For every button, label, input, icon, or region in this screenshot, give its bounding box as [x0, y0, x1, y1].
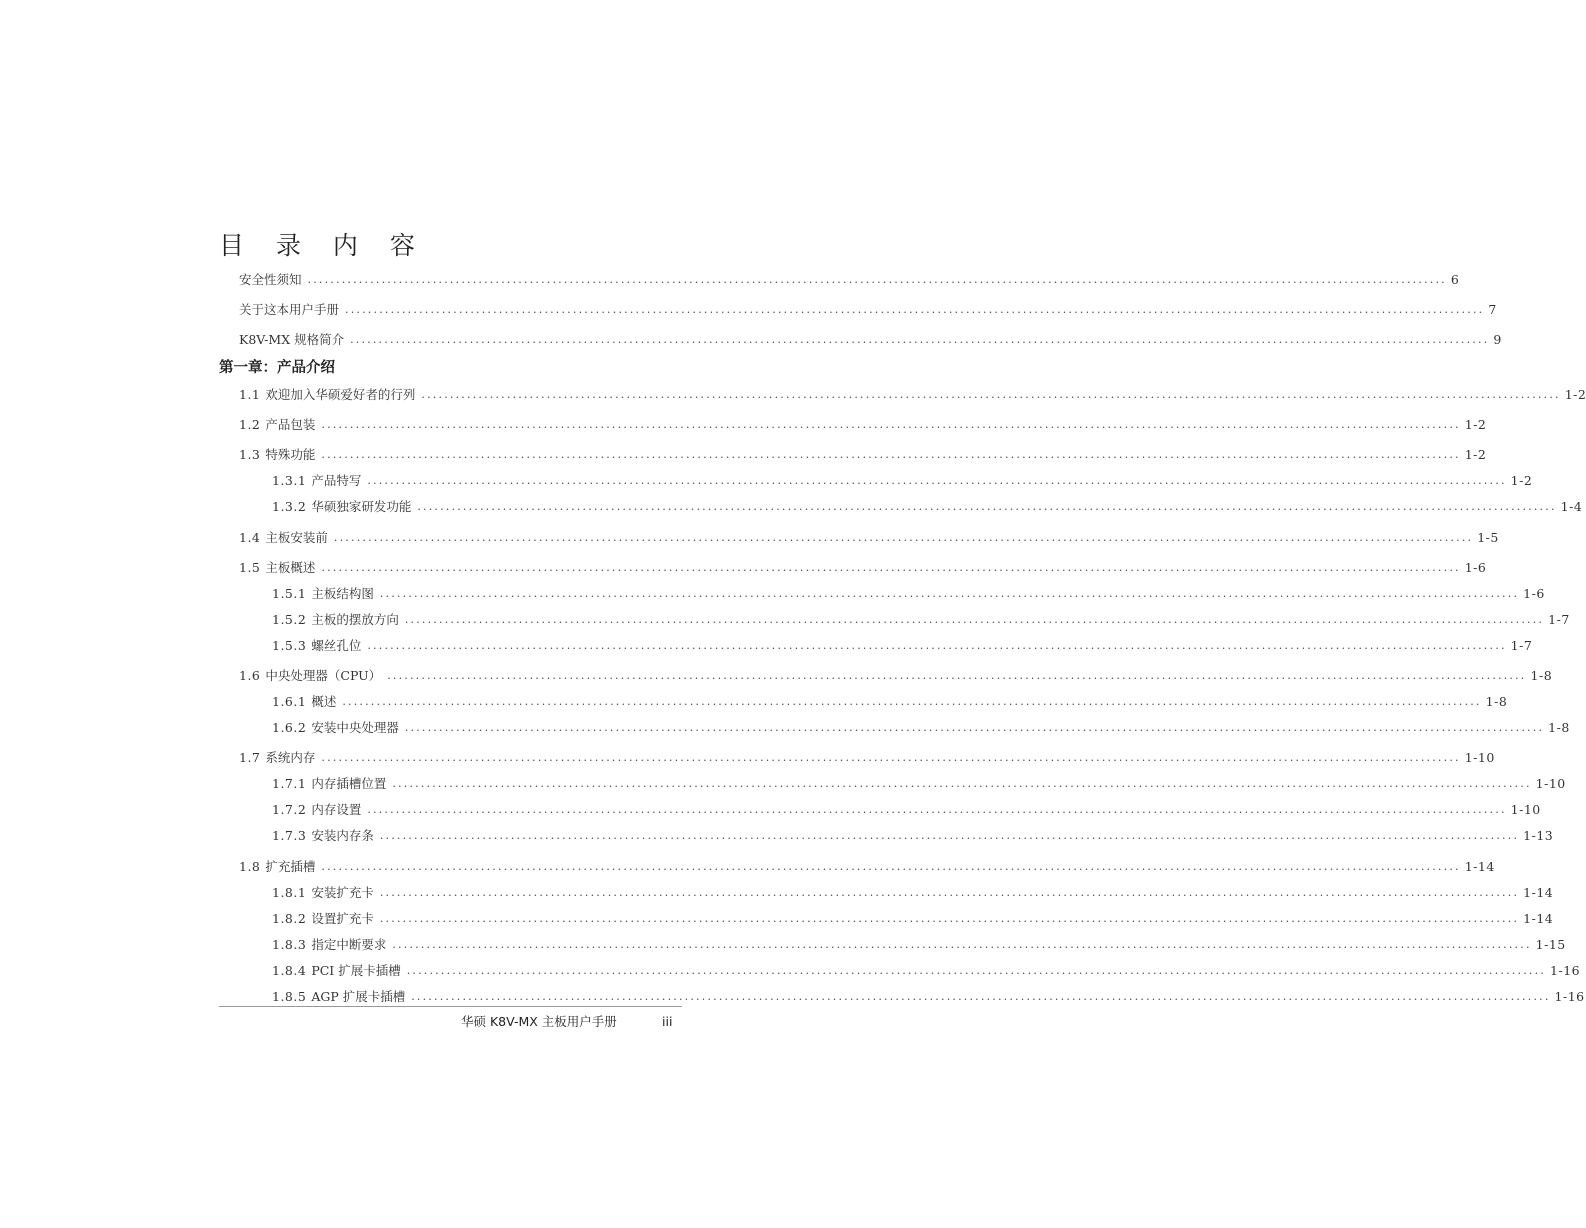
footer-manual-title: 华硕 K8V-MX 主板用户手册: [461, 1014, 617, 1029]
dot-leader: ........................................................................................................................................................................................................: [379, 587, 1520, 600]
toc-entry[interactable]: [272, 774, 1566, 794]
toc-entry-page-number: 1-7: [1510, 638, 1533, 653]
toc-entry[interactable]: [239, 558, 1487, 578]
footer-divider: [219, 1006, 682, 1007]
toc-entry[interactable]: [272, 471, 1533, 491]
toc-entry[interactable]: [272, 610, 1570, 630]
toc-entry[interactable]: [239, 666, 1553, 686]
toc-entry-number: 1.5: [239, 560, 261, 575]
toc-entry-page-number: 1-16: [1550, 963, 1581, 978]
toc-entry-page-number: 1-15: [1535, 937, 1566, 952]
dot-leader: ........................................................................................................................................................................................................: [417, 500, 1557, 513]
dot-leader: ........................................................................................................................................................................................................: [379, 912, 1520, 925]
toc-entry-number: 1.5.1: [272, 586, 307, 601]
toc-entry[interactable]: [272, 584, 1545, 604]
toc-entry-page-number: 1-10: [1464, 750, 1495, 765]
toc-entry-label: 设置扩充卡: [311, 911, 374, 926]
toc-entry-page-number: 1-2: [1464, 417, 1487, 432]
toc-entry-page-number: 1-14: [1523, 911, 1554, 926]
dot-leader: ........................................................................................................................................................................................................: [321, 561, 1461, 574]
toc-entry-page-number: 9: [1493, 332, 1502, 347]
toc-entry-label: 安全性须知: [239, 272, 302, 287]
dot-leader: ........................................................................................................................................................................................................: [333, 531, 1474, 544]
toc-entry-page-number: 1-8: [1485, 694, 1508, 709]
toc-entry-number: 1.8.4: [272, 963, 307, 978]
dot-leader: ........................................................................................................................................................................................................: [367, 474, 1507, 487]
toc-entry[interactable]: [272, 692, 1508, 712]
dot-leader: ........................................................................................................................................................................................................: [392, 938, 1532, 951]
toc-entry-label: 安装中央处理器: [311, 720, 399, 735]
dot-leader: ........................................................................................................................................................................................................: [321, 860, 1461, 873]
toc-entry-page-number: 1-13: [1523, 828, 1554, 843]
toc-entry-page-number: 6: [1450, 272, 1460, 287]
dot-leader: ........................................................................................................................................................................................................: [406, 964, 1547, 977]
toc-entry[interactable]: [272, 987, 1585, 1007]
dot-leader: ........................................................................................................................................................................................................: [321, 448, 1461, 461]
dot-leader: ........................................................................................................................................................................................................: [367, 803, 1507, 816]
toc-entry-label: 螺丝孔位: [311, 638, 362, 653]
toc-entry-label: 主板概述: [265, 560, 316, 575]
toc-entry-page-number: 1-8: [1530, 668, 1553, 683]
footer-page-number: iii: [662, 1014, 673, 1029]
toc-entry-page-number: 1-7: [1548, 612, 1570, 627]
dot-leader: ........................................................................................................................................................................................................: [379, 829, 1520, 842]
toc-entry[interactable]: [239, 415, 1487, 435]
toc-entry-number: 1.3: [239, 447, 261, 462]
toc-entry-label: 系统内存: [265, 750, 316, 765]
toc-entry-number: 1.4: [239, 530, 261, 545]
toc-entry[interactable]: [272, 961, 1581, 981]
toc-entry-label: 华硕独家研发功能: [311, 499, 412, 514]
toc-entry[interactable]: [239, 857, 1495, 877]
dot-leader: ........................................................................................................................................................................................................: [307, 273, 1447, 286]
toc-entry-label: 中央处理器（CPU）: [265, 668, 382, 683]
toc-entry-label: PCI 扩展卡插槽: [311, 963, 401, 978]
toc-entry[interactable]: [272, 718, 1570, 738]
toc-entry[interactable]: [239, 270, 1460, 290]
dot-leader: ........................................................................................................................................................................................................: [387, 669, 1527, 682]
dot-leader: ........................................................................................................................................................................................................: [421, 388, 1561, 401]
toc-entry[interactable]: [239, 330, 1502, 350]
toc-entry-label: 主板结构图: [311, 586, 374, 601]
toc-entry-page-number: 1-6: [1523, 586, 1545, 601]
toc-entry[interactable]: [239, 385, 1586, 405]
toc-entry-page-number: 1-5: [1477, 530, 1499, 545]
toc-entry-number: 1.7.2: [272, 802, 307, 817]
toc-entry-label: 安装内存条: [311, 828, 374, 843]
toc-entry-page-number: 7: [1488, 302, 1497, 317]
toc-entry-page-number: 1-4: [1560, 499, 1583, 514]
toc-entry-number: 1.2: [239, 417, 261, 432]
toc-entry-label: 安装扩充卡: [311, 885, 374, 900]
toc-entry-label: 概述: [311, 694, 337, 709]
toc-entry-page-number: 1-2: [1564, 387, 1586, 402]
dot-leader: ........................................................................................................................................................................................................: [404, 721, 1545, 734]
dot-leader: ........................................................................................................................................................................................................: [392, 777, 1532, 790]
toc-entry-number: 1.7: [239, 750, 261, 765]
toc-entry[interactable]: [272, 909, 1554, 929]
toc-entry-page-number: 1-16: [1554, 989, 1585, 1004]
toc-entry-label: 产品包装: [265, 417, 316, 432]
dot-leader: ........................................................................................................................................................................................................: [367, 639, 1507, 652]
toc-entry-number: 1.7.1: [272, 776, 307, 791]
toc-entry-label: 特殊功能: [265, 447, 316, 462]
dot-leader: ........................................................................................................................................................................................................: [379, 886, 1520, 899]
toc-entry-page-number: 1-2: [1464, 447, 1487, 462]
toc-entry-label: 指定中断要求: [311, 937, 387, 952]
toc-entry-number: 1.5.2: [272, 612, 307, 627]
toc-entry[interactable]: [272, 800, 1541, 820]
toc-entry-number: 1.3.2: [272, 499, 307, 514]
toc-entry-number: 1.8.5: [272, 989, 307, 1004]
toc-entry[interactable]: [239, 528, 1499, 548]
toc-entry[interactable]: [272, 826, 1554, 846]
dot-leader: ........................................................................................................................................................................................................: [411, 990, 1551, 1003]
toc-entry-label: 内存插槽位置: [311, 776, 387, 791]
toc-entry-number: 1.5.3: [272, 638, 307, 653]
toc-entry-page-number: 1-6: [1464, 560, 1487, 575]
toc-entry[interactable]: [272, 883, 1554, 903]
dot-leader: ........................................................................................................................................................................................................: [342, 695, 1482, 708]
toc-entry-label: 主板的摆放方向: [311, 612, 399, 627]
toc-entry-number: 1.7.3: [272, 828, 307, 843]
dot-leader: ........................................................................................................................................................................................................: [350, 333, 1490, 346]
toc-entry-number: 1.8: [239, 859, 261, 874]
toc-entry-label: K8V-MX 规格简介: [239, 332, 345, 347]
toc-entry-number: 1.6: [239, 668, 261, 683]
chapter-heading: 第一章：产品介绍: [219, 360, 335, 376]
toc-entry-label: 内存设置: [311, 802, 362, 817]
toc-entry-number: 1.6.1: [272, 694, 307, 709]
dot-leader: ........................................................................................................................................................................................................: [321, 418, 1461, 431]
toc-entry-number: 1.8.1: [272, 885, 307, 900]
toc-entry-page-number: 1-10: [1510, 802, 1541, 817]
toc-entry-label: 欢迎加入华硕爱好者的行列: [265, 387, 416, 402]
toc-entry[interactable]: [239, 300, 1497, 320]
dot-leader: ........................................................................................................................................................................................................: [404, 613, 1545, 626]
toc-entry-number: 1.8.3: [272, 937, 307, 952]
toc-entry-label: 关于这本用户手册: [239, 302, 340, 317]
page-title: 目 录 内 容: [219, 231, 427, 260]
toc-entry-number: 1.8.2: [272, 911, 307, 926]
toc-entry[interactable]: [272, 636, 1533, 656]
toc-entry-page-number: 1-14: [1464, 859, 1495, 874]
toc-entry-label: 扩充插槽: [265, 859, 316, 874]
toc-entry-number: 1.3.1: [272, 473, 307, 488]
toc-entry-number: 1.1: [239, 387, 261, 402]
toc-entry-page-number: 1-8: [1548, 720, 1570, 735]
toc-entry-page-number: 1-10: [1535, 776, 1566, 791]
toc-entry-page-number: 1-14: [1523, 885, 1554, 900]
toc-entry-label: 产品特写: [311, 473, 362, 488]
toc-entry-label: AGP 扩展卡插槽: [311, 989, 406, 1004]
toc-entry[interactable]: [272, 497, 1583, 517]
dot-leader: ........................................................................................................................................................................................................: [345, 303, 1485, 316]
toc-entry[interactable]: [272, 935, 1566, 955]
toc-entry-page-number: 1-2: [1510, 473, 1533, 488]
dot-leader: ........................................................................................................................................................................................................: [321, 751, 1461, 764]
toc-entry[interactable]: [239, 748, 1495, 768]
toc-entry-label: 主板安装前: [265, 530, 328, 545]
toc-entry-number: 1.6.2: [272, 720, 307, 735]
toc-entry[interactable]: [239, 445, 1487, 465]
